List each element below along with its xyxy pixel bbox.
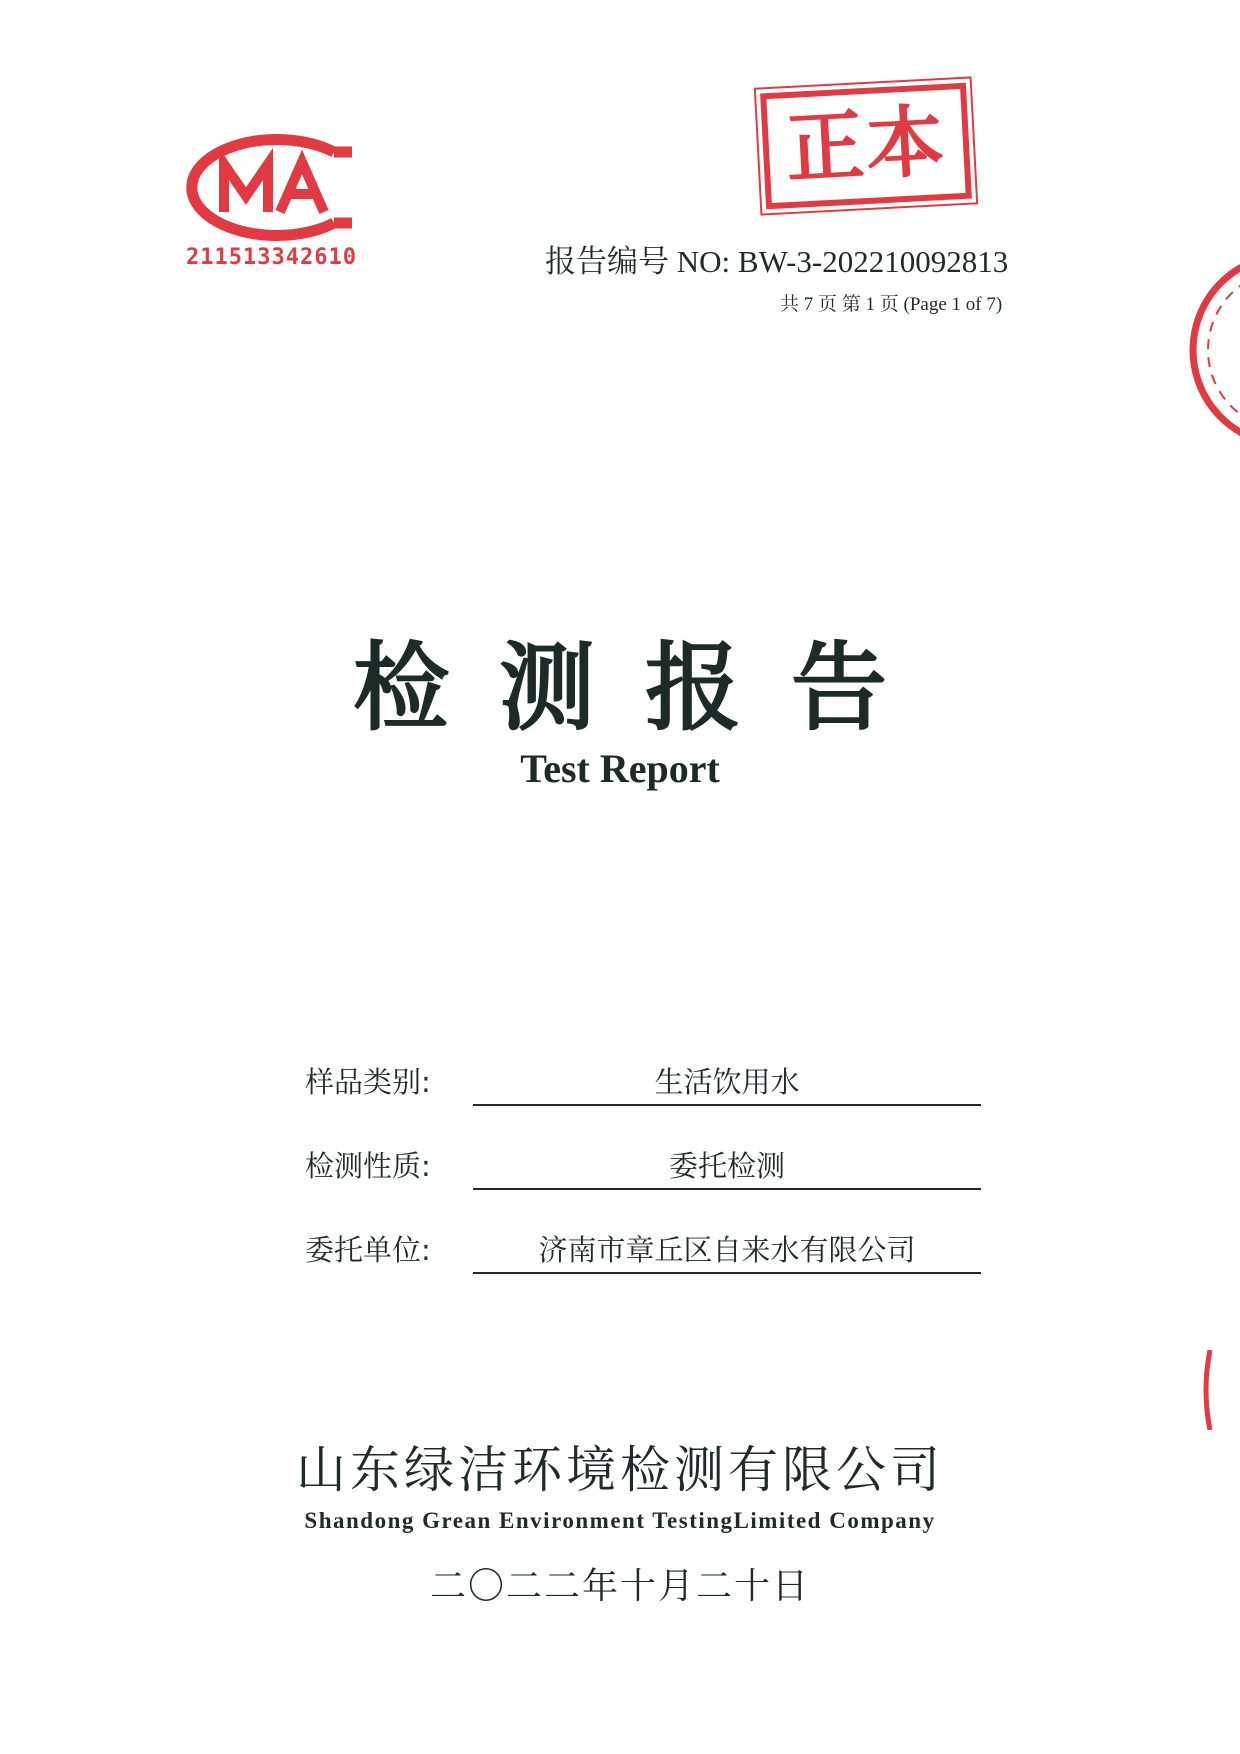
stamp-text: 正本 (783, 96, 949, 196)
cma-number: 211513342610 (186, 245, 357, 270)
field-value: 济南市章丘区自来水有限公司 (473, 1228, 981, 1274)
original-copy-stamp (760, 83, 972, 210)
field-label: 委托单位: (305, 1233, 431, 1267)
report-title-cn: 检测报告 (353, 631, 937, 744)
field-label: 样品类别: (305, 1065, 431, 1099)
report-title-en: Test Report (520, 746, 720, 791)
field-test-nature (305, 1144, 985, 1184)
field-client (305, 1228, 985, 1268)
seal-edge-fragment-icon (1200, 1350, 1240, 1430)
field-value: 生活饮用水 (473, 1060, 981, 1106)
report-number: 报告编号 NO: BW-3-202210092813 (545, 244, 1009, 279)
cma-logo-icon (184, 130, 374, 245)
page-info: 共 7 页 第 1 页 (Page 1 of 7) (780, 294, 1003, 315)
company-name-en: Shandong Grean Environment TestingLimited Company (304, 1508, 936, 1533)
report-date: 二〇二二年十月二十日 (429, 1566, 810, 1607)
company-seal-fragment-icon (1168, 250, 1240, 450)
field-sample-category (305, 1060, 985, 1100)
field-label: 检测性质: (305, 1149, 431, 1183)
company-name-cn: 山东绿洁环境检测有限公司 (296, 1441, 944, 1499)
field-value: 委托检测 (473, 1144, 981, 1190)
